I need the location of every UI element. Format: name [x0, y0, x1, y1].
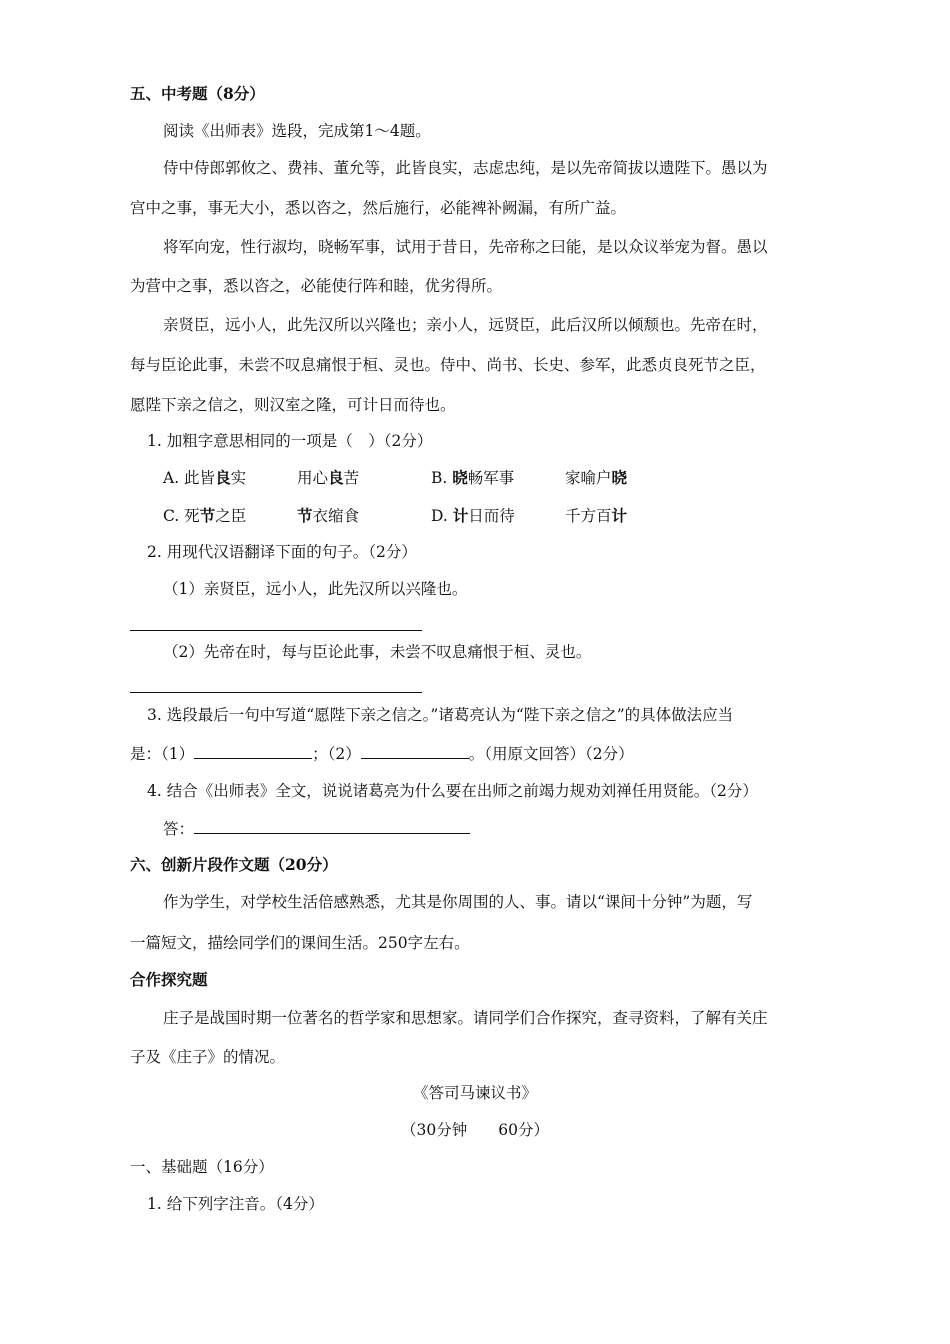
coop-line2: 子及《庄子》的情况。 — [130, 1048, 286, 1066]
q4-answer-blank[interactable] — [194, 817, 470, 834]
coop-heading: 合作探究题 — [130, 970, 208, 989]
q3-blank-1[interactable] — [194, 742, 312, 759]
q1-option-c-second — [297, 504, 359, 526]
q4-stem: 4. 结合《出师表》全文，说说诸葛亮为什么要在出师之前竭力规劝刘禅任用贤能。（2分） — [147, 782, 758, 800]
q1-option-b-second — [565, 466, 627, 488]
passage-p1-line2: 宫中之事，事无大小，悉以咨之，然后施行，必能裨补阙漏，有所广益。 — [130, 199, 627, 217]
q2-stem: 2. 用现代汉语翻译下面的句子。（2分） — [147, 543, 417, 561]
q1-option-d-pre: D. — [431, 507, 453, 525]
q1-option-c — [163, 504, 246, 526]
q1-option-a-post: 实 — [230, 469, 247, 487]
q4-answer-label: 答： — [163, 820, 195, 838]
q1-option-a-second — [297, 466, 359, 488]
passage-p1-line1: 侍中侍郎郭攸之、费祎、董允等，此皆良实，志虑忠纯，是以先帝简拔以遗陛下。愚以为 — [163, 159, 768, 177]
section-6-line1: 作为学生，对学校生活倍感熟悉，尤其是你周围的人、事。请以“课间十分钟”为题，写 — [163, 893, 753, 911]
passage-p2-line2: 为营中之事，悉以咨之，必能使行阵和睦，优劣得所。 — [130, 277, 503, 295]
q2-answer-line-2[interactable] — [130, 692, 422, 693]
q4-answer — [163, 817, 470, 839]
q3-label-1: 是：（1） — [130, 745, 195, 763]
q1-option-d2-pre: 千方百 — [565, 507, 612, 525]
passage-p3-line1: 亲贤臣，远小人，此先汉所以兴隆也；亲小人，远贤臣，此后汉所以倾颓也。先帝在时， — [163, 316, 768, 334]
q1-option-d-bold: 计 — [452, 506, 469, 525]
coop-line1: 庄子是战国时期一位著名的哲学家和思想家。请同学们合作探究，查寻资料，了解有关庄 — [163, 1009, 768, 1027]
passage-p3-line2: 每与臣论此事，未尝不叹息痛恨于桓、灵也。侍中、尚书、长史、参军，此悉贞良死节之臣， — [130, 356, 766, 374]
next-lesson-subtitle: （30分钟 60分） — [401, 1121, 549, 1139]
q1-option-b-post: 畅军事 — [467, 469, 515, 487]
section-5-heading: 五、中考题（8分） — [130, 84, 265, 103]
q3-label-2: ；（2） — [312, 745, 361, 763]
q1-option-a2-bold: 良 — [328, 468, 344, 487]
q1-option-a-bold: 良 — [215, 468, 231, 487]
section-5-intro: 阅读《出师表》选段，完成第1～4题。 — [163, 122, 431, 140]
next-q1-stem: 1. 给下列字注音。（4分） — [147, 1195, 324, 1213]
q1-option-c-post: 之臣 — [215, 507, 247, 525]
q2-sentence-2: （2）先帝在时，每与臣论此事，未尝不叹息痛恨于桓、灵也。 — [163, 643, 592, 661]
q1-option-c-bold: 节 — [199, 506, 216, 525]
passage-p3-line3: 愿陛下亲之信之，则汉室之隆，可计日而待也。 — [130, 396, 456, 414]
q1-option-b2-pre: 家喻户 — [565, 469, 612, 487]
q1-option-c2-post: 衣缩食 — [312, 507, 360, 525]
section-6-heading: 六、创新片段作文题（20分） — [130, 855, 338, 874]
q1-option-c2-bold: 节 — [297, 506, 313, 525]
q1-option-a2-post: 苦 — [343, 469, 360, 487]
q3-blank-2[interactable] — [361, 742, 469, 759]
q3-stem-line2 — [130, 742, 634, 764]
q1-option-d — [431, 504, 515, 526]
q1-option-c-pre: C. 死 — [163, 507, 200, 525]
q3-tail: 。（用原文回答）（2分） — [468, 745, 634, 763]
q1-option-d-second — [565, 504, 627, 526]
passage-p2-line1: 将军向宠，性行淑均，晓畅军事，试用于昔日，先帝称之曰能，是以众议举宠为督。愚以 — [163, 238, 768, 256]
q1-option-d-post: 日而待 — [468, 507, 515, 525]
q1-option-a-pre: A. 此皆 — [163, 469, 216, 487]
q1-option-b-bold: 晓 — [452, 468, 468, 487]
q1-stem: 1. 加粗字意思相同的一项是（ ）（2分） — [147, 432, 433, 450]
q1-option-a — [163, 466, 246, 488]
q1-option-d2-bold: 计 — [611, 506, 628, 525]
q1-option-a2-pre: 用心 — [297, 469, 329, 487]
section-6-line2: 一篇短文，描绘同学们的课间生活。250字左右。 — [130, 934, 470, 952]
q1-option-b — [431, 466, 514, 488]
q2-answer-line-1[interactable] — [130, 630, 422, 631]
next-section-1-heading: 一、基础题（16分） — [130, 1158, 274, 1176]
next-lesson-title: 《答司马谏议书》 — [412, 1084, 537, 1102]
q1-option-b-pre: B. — [431, 469, 453, 487]
q2-sentence-1: （1）亲贤臣，远小人，此先汉所以兴隆也。 — [163, 580, 468, 598]
q1-option-b2-bold: 晓 — [611, 468, 628, 487]
q3-stem-line1: 3. 选段最后一句中写道“愿陛下亲之信之。”诸葛亮认为“陛下亲之信之”的具体做法应当 — [147, 706, 734, 724]
